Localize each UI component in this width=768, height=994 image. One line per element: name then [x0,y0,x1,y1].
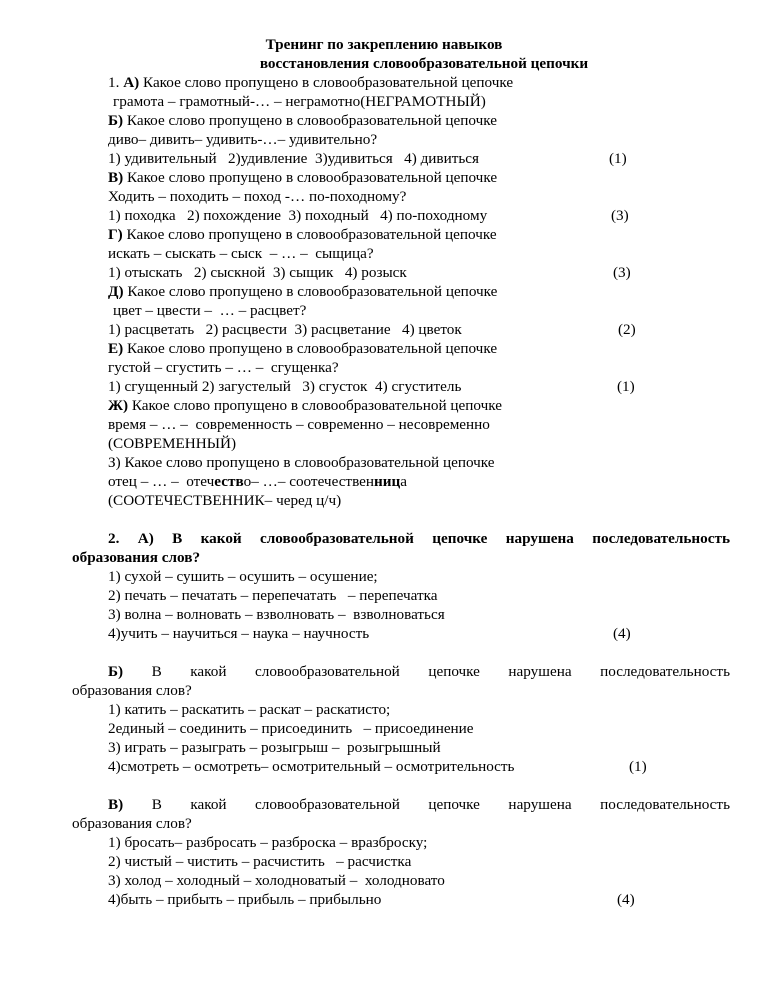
chain-part: а [400,473,408,490]
question-text: Какое слово пропущено в словообразовательной цепочке [123,340,498,357]
task-2b-answer: (1) [629,758,647,775]
list-item: 1) катить – раскатить – раскат – раскатисто; [108,701,391,718]
task-1a-question [108,73,513,92]
task-1g-options: 1) отыскать 2) сыскной 3) сыщик 4) розыск [108,264,407,281]
chain-morpheme: ест [214,473,236,490]
task-1d-chain: цвет – цвести – … – расцвет? [113,302,307,319]
task-2a-heading: 2. А) В какой словообразовательной цепочке нарушена последовательность [108,530,730,547]
list-item: 2) печать – печатать – перепечатать – перепечатка [108,587,438,604]
list-item: 3) играть – разыграть – розыгрыш – розыгрышный [108,739,441,756]
task-label: Г) [108,226,123,243]
task-label: Ж) [108,397,129,414]
task-2v-heading-cont: образования слов? [72,815,192,832]
list-item: 3) холод – холодный – холодноватый – холодновато [108,872,445,889]
list-item: 2) чистый – чистить – расчистить – расчистка [108,853,412,870]
task-2b-heading-cont: образования слов? [72,682,192,699]
task-label: В) [108,169,124,186]
question-text: В какой словообразовательной цепочке нарушена последовательность [123,663,730,680]
list-item: 1) сухой – сушить – осушить – осушение; [108,568,378,585]
task-2a-heading-cont: образования слов? [72,549,201,566]
list-item: 4)быть – прибыть – прибыль – прибыльно [108,891,382,908]
task-label: А) [123,74,140,91]
task-1d-options: 1) расцветать 2) расцвести 3) расцветание 4) цветок [108,321,462,338]
question-text: Какое слово пропущено в словообразовательной цепочке [122,226,497,243]
task-1zh-chain: время – … – современность – современно – несовременно [108,416,490,433]
task-1v-question [108,168,497,187]
task-1b-options: 1) удивительный 2)удивление 3)удивиться 4) дивиться [108,150,480,167]
task-1b-answer: (1) [609,150,627,167]
chain-part: о– …– соотечествен [243,473,375,490]
task-number: 1. [108,74,124,91]
task-1e-chain: густой – сгустить – … – сгущенка? [108,359,339,376]
task-1v-options: 1) походка 2) похождение 3) походный 4) по-походному [108,207,488,224]
question-text: Какое слово пропущено в словообразовательной цепочке [123,283,498,300]
task-label: В) [108,796,124,813]
question-text: Какое слово пропущено в словообразовательной цепочке [123,112,497,129]
list-item: 3) волна – волновать – взволновать – взволноваться [108,606,445,623]
task-label: Б) [108,112,124,129]
list-item: 2единый – соединить – присоединить – присоединение [108,720,474,737]
task-2v-answer: (4) [617,891,635,908]
task-1z-chain [108,472,407,491]
task-1b-chain: диво– дивить– удивить-…– удивительно? [108,131,378,148]
question-text: Какое слово пропущено в словообразовательной цепочке [128,397,502,414]
task-1g-question [108,225,497,244]
task-1zh-question [108,396,502,415]
task-1a-chain: грамота – грамотный-… – неграмотно(НЕГРАМОТНЫЙ) [113,93,486,110]
task-1zh-note: (СОВРЕМЕННЫЙ) [108,435,236,452]
title-line-1: Тренинг по закреплению навыков [265,36,503,53]
task-label: Д) [108,283,124,300]
task-1b-question [108,111,497,130]
question-text: Какое слово пропущено в словообразовательной цепочке [123,169,498,186]
task-1v-answer: (3) [611,207,629,224]
question-text: Какое слово пропущено в словообразовательной цепочке [139,74,514,91]
task-2a-answer: (4) [613,625,631,642]
title-line-2: восстановления словообразовательной цепочки [259,55,589,72]
task-1z-question: З) Какое слово пропущено в словообразовательной цепочке [108,454,495,471]
task-1g-answer: (3) [613,264,631,281]
task-1e-options: 1) сгущенный 2) загустелый 3) сгусток 4) сгуститель [108,378,462,395]
task-2v-heading [108,795,730,814]
task-1g-chain: искать – сыскать – сыск – … – сыщица? [108,245,374,262]
chain-morpheme: в [235,473,244,490]
list-item: 1) бросать– разбросать – разброска – вразброску; [108,834,428,851]
task-2b-heading [108,662,730,681]
question-text: В какой словообразовательной цепочке нарушена последовательность [123,796,730,813]
task-1z-note: (СООТЕЧЕСТВЕННИК– черед ц/ч) [108,492,342,509]
list-item: 4)учить – научиться – наука – научность [108,625,370,642]
task-label: Е) [108,340,124,357]
task-1e-question [108,339,497,358]
chain-part: отец – … – отеч [108,473,215,490]
task-label: Б) [108,663,124,680]
list-item: 4)смотреть – осмотреть– осмотрительный – осмотрительность [108,758,515,775]
chain-morpheme: ниц [374,473,401,490]
task-1e-answer: (1) [617,378,635,395]
task-1d-question [108,282,497,301]
task-1v-chain: Ходить – походить – поход -… по-походному? [108,188,407,205]
task-1d-answer: (2) [618,321,636,338]
